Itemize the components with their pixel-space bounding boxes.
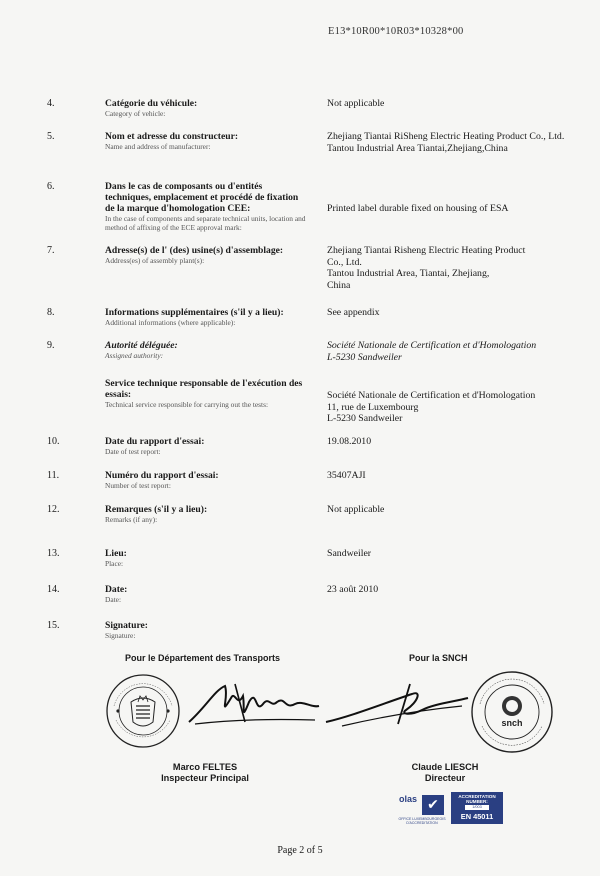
item-value xyxy=(327,340,587,363)
label-fr: Autorité déléguée: xyxy=(105,340,178,351)
label-en: Signature: xyxy=(105,631,136,640)
item-value xyxy=(327,548,587,560)
item-label xyxy=(105,245,310,266)
label-en: Category of vehicle: xyxy=(105,109,166,118)
item-label xyxy=(105,378,310,410)
item-number: 15. xyxy=(47,620,60,631)
label-fr: Catégorie du véhicule: xyxy=(105,98,198,109)
right-signatory-title: Directeur xyxy=(424,773,466,783)
olas-logo xyxy=(396,792,448,824)
label-fr: Date du rapport d'essai: xyxy=(105,436,205,447)
label-en: Name and address of manufacturer: xyxy=(105,142,211,151)
item-number: 10. xyxy=(47,436,60,447)
value-line: 11, rue de Luxembourg xyxy=(327,401,419,413)
label-fr: Date: xyxy=(105,584,128,595)
label-en: Assigned authority: xyxy=(105,351,164,360)
right-signatory-name: Claude LIESCH xyxy=(411,762,479,772)
page-number: Page 2 of 5 xyxy=(277,845,323,856)
value-line: Tantou Industrial Area, Tiantai, Zhejiang, xyxy=(327,268,490,279)
value-line: 23 août 2010 xyxy=(327,584,379,595)
item-number: 4. xyxy=(47,98,55,109)
item-value xyxy=(327,390,587,425)
label-en: Date: xyxy=(105,595,122,604)
label-fr: Lieu: xyxy=(105,548,127,559)
item-value xyxy=(327,98,587,110)
item-number: 11. xyxy=(47,470,60,481)
item-number: 7. xyxy=(47,245,55,256)
item-label xyxy=(105,98,310,119)
check-icon: ✔ xyxy=(422,795,444,815)
snch-logo-text: snch xyxy=(501,718,523,728)
value-line: 19.08.2010 xyxy=(327,436,372,447)
left-signatory xyxy=(130,762,280,772)
label-en: Date of test report: xyxy=(105,447,161,456)
value-line: Société Nationale de Certification et d'Homologation xyxy=(327,390,536,401)
label-en: Place: xyxy=(105,559,124,568)
item-value xyxy=(327,307,587,319)
label-en: In the case of components and separate technical units, location and method of affixing of the ECE approval mark: xyxy=(105,214,306,232)
left-signatory-title-line: Inspecteur Principal xyxy=(161,773,249,783)
item-label xyxy=(105,470,310,491)
item-label xyxy=(105,548,310,569)
item-value xyxy=(327,131,587,154)
value-line: Not applicable xyxy=(327,98,385,109)
item-label xyxy=(105,436,310,457)
label-fr: Adresse(s) de l' (des) usine(s) d'assemblage: xyxy=(105,245,284,256)
value-line: Printed label durable fixed on housing of ESA xyxy=(327,203,509,214)
value-line: Co., Ltd. xyxy=(327,256,362,268)
item-label xyxy=(105,307,310,328)
value-line: Zhejiang Tiantai RiSheng Electric Heating Product Co., Ltd. xyxy=(327,131,565,142)
left-signatory-name: Marco FELTES xyxy=(172,762,238,772)
item-number: 14. xyxy=(47,584,60,595)
label-fr: Service technique responsable de l'exécution des essais: xyxy=(105,378,303,400)
label-fr: Signature: xyxy=(105,620,148,631)
label-en: Technical service responsible for carrying out the tests: xyxy=(105,400,269,409)
transport-department-stamp xyxy=(104,672,182,750)
value-line: Tantou Industrial Area Tiantai,Zhejiang,China xyxy=(327,142,508,154)
label-fr: Informations supplémentaires (s'il y a lieu): xyxy=(105,307,284,318)
right-signature-scribble xyxy=(322,680,472,730)
accreditation-norm: EN 45011 xyxy=(460,812,494,821)
right-signature-caption: Pour la SNCH xyxy=(409,653,468,663)
value-line: 35407AJI xyxy=(327,470,366,481)
label-fr: Nom et adresse du constructeur: xyxy=(105,131,239,142)
item-value xyxy=(327,504,587,516)
label-en: Number of test report: xyxy=(105,481,171,490)
label-en: Remarks (if any): xyxy=(105,515,158,524)
item-value xyxy=(327,584,587,596)
label-en: Address(es) of assembly plant(s): xyxy=(105,256,205,265)
left-signature-scribble xyxy=(185,678,325,728)
label-fr: Remarques (s'il y a lieu): xyxy=(105,504,208,515)
item-label xyxy=(105,504,310,525)
item-number: 8. xyxy=(47,307,55,318)
accreditation-number: 1/003 xyxy=(465,805,489,810)
item-value xyxy=(327,470,587,482)
item-value xyxy=(327,203,587,215)
left-signature-caption: Pour le Département des Transports xyxy=(125,653,281,663)
item-value xyxy=(327,245,587,291)
item-label xyxy=(105,584,310,605)
item-number: 9. xyxy=(47,340,55,351)
item-number: 13. xyxy=(47,548,60,559)
label-fr: Numéro du rapport d'essai: xyxy=(105,470,219,481)
accreditation-title: ACCREDITATION NUMBER: xyxy=(458,794,496,804)
item-number: 5. xyxy=(47,131,55,142)
value-line: Société Nationale de Certification et d'Homologation xyxy=(327,340,537,351)
olas-subtitle: OFFICE LUXEMBOURGEOIS D'ACCREDITATION xyxy=(398,817,446,825)
item-value xyxy=(327,436,587,448)
item-number: 6. xyxy=(47,181,55,192)
value-line: Not applicable xyxy=(327,504,385,515)
accreditation-badge xyxy=(451,792,503,824)
item-number: 12. xyxy=(47,504,60,515)
olas-label: olas xyxy=(399,794,418,804)
value-line: Zhejiang Tiantai Risheng Electric Heating Product xyxy=(327,245,526,256)
approval-mark: E13*10R00*10R03*10328*00 xyxy=(328,26,464,37)
value-line: See appendix xyxy=(327,307,380,318)
item-label xyxy=(105,340,310,361)
value-line: L-5230 Sandweiler xyxy=(327,351,402,363)
item-label xyxy=(105,181,310,232)
label-en: Additional informations (where applicable): xyxy=(105,318,236,327)
value-line: China xyxy=(327,279,351,291)
item-label xyxy=(105,620,310,641)
value-line: Sandweiler xyxy=(327,548,372,559)
item-label xyxy=(105,131,310,152)
snch-stamp xyxy=(468,668,556,756)
label-fr: Dans le cas de composants ou d'entités techniques, emplacement et procédé de fixation de la marque d'homologation CEE: xyxy=(105,181,299,214)
value-line: L-5230 Sandweiler xyxy=(327,413,403,424)
